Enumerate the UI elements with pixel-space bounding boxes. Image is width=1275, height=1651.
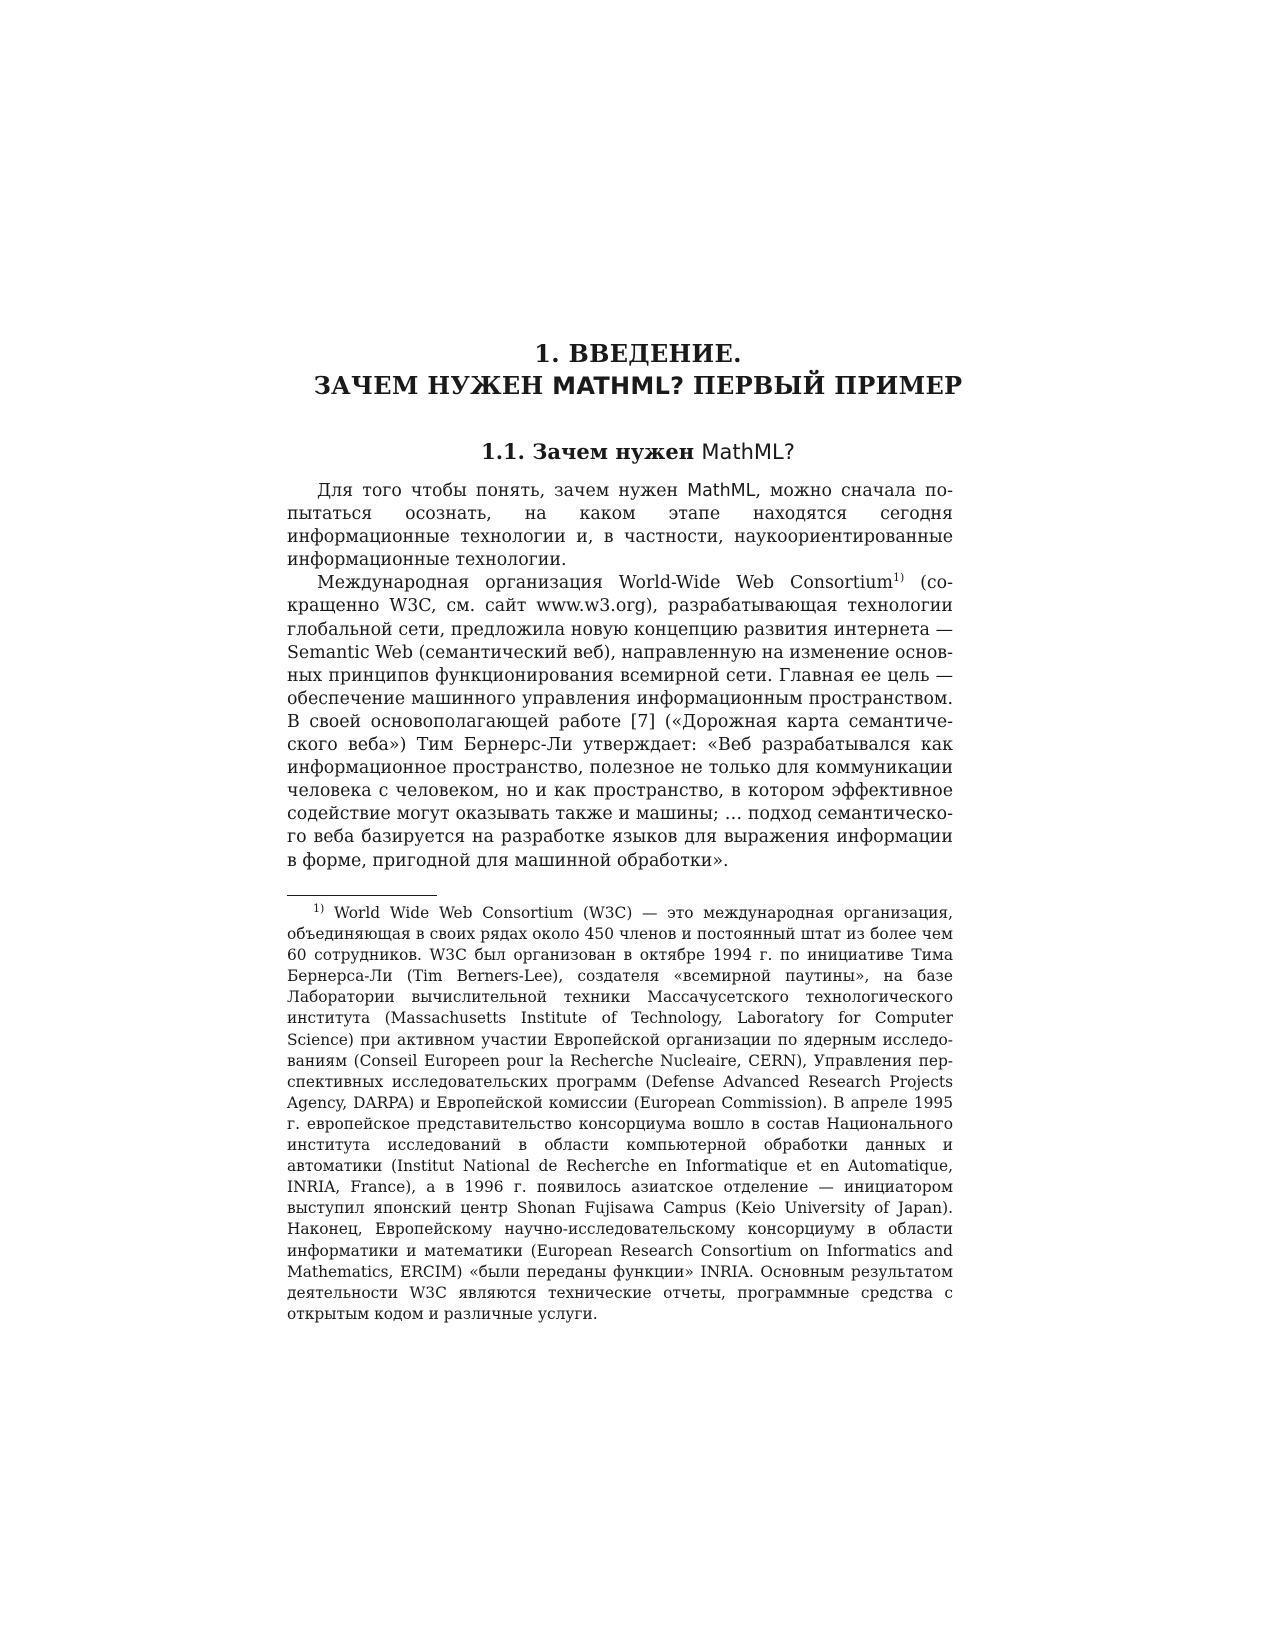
section-title bbox=[250, 438, 1026, 466]
paragraph-2-before: Международная организация World-Wide Web Consortium bbox=[317, 573, 893, 594]
paragraph-1-term: MathML bbox=[687, 481, 756, 501]
chapter-title-line2 bbox=[250, 370, 1026, 402]
chapter-title-line1: 1. ВВЕДЕНИЕ. bbox=[534, 339, 742, 368]
paragraph-2 bbox=[287, 572, 953, 872]
chapter-title bbox=[250, 338, 1026, 402]
section-title-text: Зачем нужен bbox=[532, 439, 695, 464]
footnote-divider bbox=[287, 895, 437, 896]
paragraph-1 bbox=[287, 480, 953, 572]
chapter-title-mathml: MATHML? bbox=[552, 372, 685, 400]
chapter-title-line2-part2: ПЕРВЫЙ ПРИМЕР bbox=[684, 371, 963, 400]
paragraph-1-after: , можно сначала попытаться осознать, на каком этапе находятся сегодня информационные технологии и, в частности, наукоориентированные информационные технологии. bbox=[287, 481, 953, 571]
paragraph-2-after: (сокращенно W3C, см. сайт www.w3.org), разрабатывающая технологии глобальной сети, предложила новую концепцию развития интернета — Semantic Web (семантический веб), направленную на изменение основных принципов функционирования всемирной сети. Главная ее цель — обеспечение машинного управления информационным пространством. В своей основополагающей работе [7] («Дорожная карта семантического веба») Тим Бернерс-Ли утверждает: «Веб разрабатывался как информационное пространство, полезное не только для коммуникации человека с человеком, но и как пространство, в котором эффективное содействие могут оказывать также и машины; … подход семантического веба базируется на разработке языков для выражения информации в форме, пригодной для машинной обработки». bbox=[287, 573, 954, 871]
footnote-text: World Wide Web Consortium (W3C) — это международная организация, объединяющая в своих рядах около 450 членов и постоянный штат из более чем 60 сотрудников. W3C был организован в октябре 1994 г. по инициативе Тима Бернерса-Ли (Tim Berners-Lee), создателя «всемирной паутины», на базе Лаборатории вычислительной техники Массачусетского технологического института (Massachusetts Institute of Technology, Laboratory for Computer Science) при активном участии Европейской организации по ядерным исследованиям (Conseil Europeen pour la Recherche Nucleaire, CERN), Управления перспективных исследовательских программ (Defense Advanced Research Projects Agency, DARPA) и Европейской комиссии (European Commission). В апреле 1995 г. европейское представительство консорциума вошло в состав Национального института исследований в области компьютерной обработки данных и автоматики (Institut National de Recherche en Informatique et en Automatique, INRIA, France), а в 1996 г. появилось азиатское отделение — инициатором выступил японский центр Shonan Fujisawa Campus (Keio University of Japan). Наконец, Европейскому научно-исследовательскому консорциуму в области информатики и математики (European Research Consortium on Informatics and Mathematics, ERCIM) «были переданы функции» INRIA. Основным результатом деятельности W3C являются технические отчеты, программные средства с открытым кодом и различные услуги. bbox=[287, 904, 953, 1323]
paragraph-1-before: Для того чтобы понять, зачем нужен bbox=[317, 481, 688, 501]
footnote-reference[interactable]: 1) bbox=[892, 571, 905, 585]
section-number: 1.1. bbox=[481, 439, 525, 464]
footnote bbox=[287, 903, 953, 1325]
footnote-marker: 1) bbox=[313, 901, 325, 915]
body-text bbox=[287, 480, 953, 873]
section-title-mathml: MathML? bbox=[701, 440, 795, 464]
chapter-title-line2-part1: ЗАЧЕМ НУЖЕН bbox=[313, 371, 553, 400]
footnote-paragraph bbox=[287, 903, 953, 1325]
